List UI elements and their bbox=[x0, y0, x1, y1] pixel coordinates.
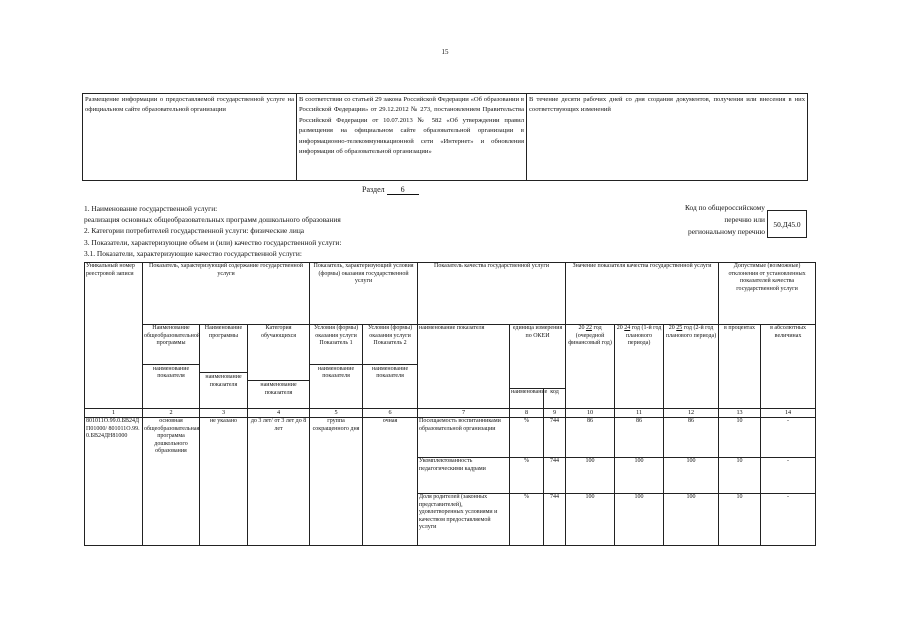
subheader-condition-2-label: Условия (формы) оказания услуги Показатель 2 bbox=[367, 325, 413, 347]
subheader-year-2 bbox=[615, 325, 664, 409]
condition-1-cell: группа сокращенного дня bbox=[310, 418, 363, 546]
section-number: 6 bbox=[387, 185, 419, 195]
indicator-deviation-abs: - bbox=[761, 458, 816, 494]
code-label-line3: региональному перечню bbox=[688, 227, 765, 236]
subheader-year-1 bbox=[566, 325, 615, 409]
indicator-value-3: 86 bbox=[664, 418, 719, 458]
subheader-program-name bbox=[200, 325, 248, 409]
year-2-century: 20 bbox=[616, 325, 623, 331]
indicator-value-3: 100 bbox=[664, 494, 719, 546]
subheader-program-label: Наименование общеобразовательной программы bbox=[144, 325, 201, 347]
subheader-category-indicator: наименование показателя bbox=[248, 380, 309, 397]
col-index-3: 3 bbox=[200, 409, 248, 418]
subheader-condition-2 bbox=[363, 325, 418, 409]
col-index-14: 14 bbox=[761, 409, 816, 418]
category-cell: до 3 лет/ от 3 лет до 8 лет bbox=[248, 418, 310, 546]
subheader-indicator-name: наименование показателя bbox=[418, 325, 510, 409]
col-index-10: 10 bbox=[566, 409, 615, 418]
header-deviation: Допустимые (возможные) отклонения от установленных показателей качества государственной услуги bbox=[719, 263, 816, 325]
subheader-unit: единица измерения по ОКЕИ bbox=[510, 325, 566, 389]
item-2: 2. Категории потребителей государственной услуги: физические лица bbox=[84, 226, 305, 235]
section-heading bbox=[362, 185, 562, 195]
indicator-code-cell: 744 bbox=[544, 418, 566, 458]
subheader-category bbox=[248, 325, 310, 409]
registry-code-box: 50.Д45.0 bbox=[767, 210, 807, 238]
indicator-value-2: 100 bbox=[615, 494, 664, 546]
col-index-12: 12 bbox=[664, 409, 719, 418]
subheader-unit-name: наименование bbox=[510, 389, 544, 409]
col-index-11: 11 bbox=[615, 409, 664, 418]
indicator-value-2: 86 bbox=[615, 418, 664, 458]
registry-number-cell: 801011О.99.0.БВ24ДП01000/ 801011О.99.0.БВ24ДН81000 bbox=[85, 418, 143, 546]
subheader-condition-1 bbox=[310, 325, 363, 409]
year-1-caption: год (очередной финансовый год) bbox=[568, 325, 612, 347]
col-index-4: 4 bbox=[248, 409, 310, 418]
indicator-deviation-pct: 10 bbox=[719, 458, 761, 494]
col-index-2: 2 bbox=[143, 409, 200, 418]
indicator-value-1: 100 bbox=[566, 494, 615, 546]
item-3: 3. Показатели, характеризующие объем и (или) качество государственной услуги: bbox=[84, 238, 342, 247]
subheader-unit-code: код bbox=[544, 389, 566, 409]
year-2-digits: 24 bbox=[624, 325, 631, 331]
indicator-unit-cell: % bbox=[510, 418, 544, 458]
col-index-6: 6 bbox=[363, 409, 418, 418]
indicator-name-cell: Доля родителей (законных представителей), удовлетворенных условиями и качеством предоставляемой услуги bbox=[418, 494, 510, 546]
year-1-digits: 22 bbox=[585, 325, 592, 331]
col-index-9: 9 bbox=[544, 409, 566, 418]
header-quality-value: Значение показателя качества государственной услуги bbox=[566, 263, 719, 325]
section-label: Раздел bbox=[362, 185, 385, 194]
info-frequency-cell: В течение десяти рабочих дней со дня создания документов, получения или внесения в них соответствующих изменений bbox=[527, 94, 808, 181]
indicator-deviation-pct: 10 bbox=[719, 494, 761, 546]
indicator-name-cell: Посещаемость воспитанниками образовательной организации bbox=[418, 418, 510, 458]
indicator-unit-cell: % bbox=[510, 458, 544, 494]
indicator-code-cell: 744 bbox=[544, 458, 566, 494]
year-3-century: 20 bbox=[668, 325, 675, 331]
info-method-cell: Размещение информации о предоставляемой государственной услуге на официальном сайте образовательной организации bbox=[83, 94, 297, 181]
subheader-program-name-indicator: наименование показателя bbox=[200, 372, 247, 389]
info-table bbox=[82, 93, 808, 181]
item-1-value: реализация основных общеобразовательных программ дошкольного образования bbox=[84, 215, 341, 224]
condition-2-cell: очная bbox=[363, 418, 418, 546]
header-conditions-indicator: Показатель, характеризующий условия (формы) оказания государственной услуги bbox=[310, 263, 418, 325]
indicator-code-cell: 744 bbox=[544, 494, 566, 546]
indicator-deviation-pct: 10 bbox=[719, 418, 761, 458]
column-index-row bbox=[85, 409, 816, 418]
indicator-value-3: 100 bbox=[664, 458, 719, 494]
col-index-5: 5 bbox=[310, 409, 363, 418]
program-cell: основная общеобразовательная программа дошкольного образования bbox=[143, 418, 200, 546]
header-registry-number: Уникальный номер реестровой записи bbox=[85, 263, 143, 409]
subheader-condition-1-label: Условия (формы) оказания услуги Показатель 1 bbox=[313, 325, 359, 347]
item-1-label: 1. Наименование государственной услуги: bbox=[84, 204, 218, 213]
year-3-caption: год (2-й год планового периода) bbox=[665, 325, 717, 339]
header-quality-indicator: Показатель качества государственной услуги bbox=[418, 263, 566, 325]
subheader-condition-1-indicator: наименование показателя bbox=[310, 364, 362, 381]
col-index-13: 13 bbox=[719, 409, 761, 418]
program-name-cell: не указано bbox=[200, 418, 248, 546]
item-3-1: 3.1. Показатели, характеризующие качество государственной услуги: bbox=[84, 249, 302, 258]
subheader-category-label: Категория обучающихся bbox=[260, 325, 297, 339]
quality-indicators-table bbox=[84, 262, 816, 546]
subheader-program-indicator: наименование показателя bbox=[143, 364, 199, 381]
col-index-7: 7 bbox=[418, 409, 510, 418]
indicator-deviation-abs: - bbox=[761, 494, 816, 546]
indicator-value-2: 100 bbox=[615, 458, 664, 494]
year-1-century: 20 bbox=[578, 325, 585, 331]
subheader-percent: в процентах bbox=[719, 325, 761, 409]
code-label-line1: Код по общероссийскому bbox=[684, 203, 765, 212]
indicator-deviation-abs: - bbox=[761, 418, 816, 458]
year-3-digits: 25 bbox=[676, 325, 683, 331]
col-index-1: 1 bbox=[85, 409, 143, 418]
indicator-value-1: 100 bbox=[566, 458, 615, 494]
header-content-indicator: Показатель, характеризующий содержание государственной услуги bbox=[143, 263, 310, 325]
indicator-value-1: 86 bbox=[566, 418, 615, 458]
info-basis-cell: В соответствии со статьей 29 закона Российской Федерации «Об образовании в Российской Федерации» от 29.12.2012 № 273, постановлением Правительства Российской Федерации от 10.07.2013 № 582 «Об утверждении правил размещения на официальном сайте образовательной организации в информационно-телекоммуникационной сети «Интернет» и обновления информации об образовательной организации» bbox=[297, 94, 527, 181]
subheader-absolute: в абсолютных величинах bbox=[761, 325, 816, 409]
subheader-year-3 bbox=[664, 325, 719, 409]
page-number: 15 bbox=[441, 48, 449, 56]
subheader-condition-2-indicator: наименование показателя bbox=[363, 364, 417, 381]
col-index-8: 8 bbox=[510, 409, 544, 418]
subheader-program bbox=[143, 325, 200, 409]
indicator-unit-cell: % bbox=[510, 494, 544, 546]
table-row bbox=[85, 418, 816, 458]
subheader-program-name-label: Наименование программы bbox=[204, 325, 243, 339]
code-label-line2: перечню или bbox=[724, 215, 765, 224]
year-2-caption: год (1-й год планового периода) bbox=[625, 325, 662, 347]
indicator-name-cell: Укомплектованность педагогическими кадрами bbox=[418, 458, 510, 494]
